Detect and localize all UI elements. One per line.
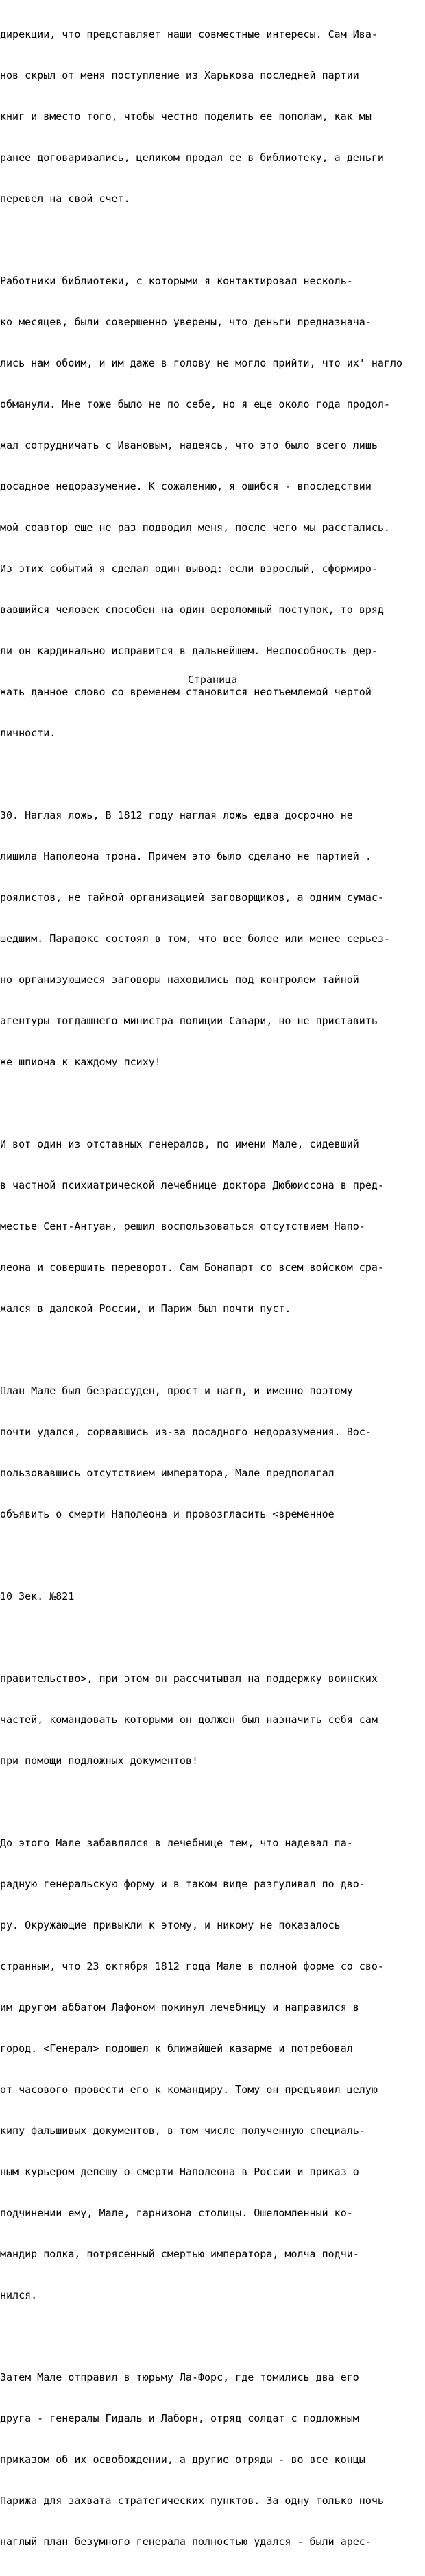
text-line: До этого Мале забавлялся в лечебнице тем, что надевал па-	[0, 1837, 353, 1849]
text-line: ли он кардинально исправится в дальнейшем. Неспособность дер-	[0, 645, 378, 657]
paragraph-gap	[0, 233, 425, 247]
text-line: город. <Генерал> подошел к ближайшей казарме и потребовал	[0, 2042, 353, 2055]
text-line: при помощи подложных документов!	[0, 1755, 198, 1767]
text-line: частей, командовать которыми он должен был назначить себя сам	[0, 1713, 378, 1726]
paragraph-gap	[0, 767, 425, 781]
text-line: им другом аббатом Лафоном покинул лечебницу и направился в	[0, 2001, 359, 2014]
text-line: жался в далекой России, и Париж был почти пуст.	[0, 1302, 291, 1315]
text-line: же шпиона к каждому психу!	[0, 1056, 161, 1068]
text-line: подчинении ему, Мале, гарнизона столицы. Ошеломленный ко-	[0, 2207, 353, 2219]
text-line: ранее договаривались, целиком продал ее в библиотеку, а деньги	[0, 151, 384, 164]
text-line: Затем Мале отправил в тюрьму Ла-Форс, где томились два его	[0, 2371, 359, 2383]
paragraph-6	[0, 1644, 425, 1795]
text-line: в частной психиатрической лечебнице доктора Дюбюиссона в пред-	[0, 1179, 384, 1191]
paragraph-4	[0, 1110, 425, 1343]
text-line: от часового провести его к командиру. Тому он предъявил целую	[0, 2083, 378, 2096]
text-line: Работники библиотеки, с которыми я контактировал несколь-	[0, 275, 353, 287]
text-line: почти удался, сорвавшись из-за досадного недоразумения. Вос-	[0, 1426, 372, 1438]
paragraph-gap	[0, 2329, 425, 2343]
text-line: нов скрыл от меня поступление из Харькова последней партии	[0, 69, 359, 82]
paragraph-gap	[0, 1096, 425, 1110]
text-line: друга - генералы Гидаль и Лаборн, отряд солдат с подложным	[0, 2412, 359, 2425]
text-line: личности.	[0, 727, 56, 739]
text-line: лишила Наполеона трона. Причем это было сделано не партией .	[0, 850, 372, 863]
paragraph-5	[0, 1357, 425, 1548]
text-line: радную генеральскую форму и в таком виде разгуливал по дво-	[0, 1878, 365, 1890]
paragraph-1	[0, 0, 425, 233]
text-line: странным, что 23 октября 1812 года Мале в полной форме со сво-	[0, 1960, 384, 1972]
text-line: агентуры тогдашнего министра полиции Савари, но не приставить	[0, 1015, 378, 1027]
text-line: обманули. Мне тоже было не по себе, но я еще около года продол-	[0, 398, 390, 410]
text-line: местье Сент-Антуан, решил воспользоваться отсутствием Напо-	[0, 1220, 365, 1233]
page-footer-label: Страница	[187, 673, 238, 686]
text-line: План Мале был безрассуден, прост и нагл, и именно поэтому	[0, 1385, 353, 1397]
text-line: ным курьером депешу о смерти Наполеона в России и приказ о	[0, 2166, 359, 2178]
page-signature	[0, 1562, 425, 1631]
text-line: наглый план безумного генерала полностью удался - были арес-	[0, 2536, 372, 2548]
text-line: жать данное слово со временем становится неотъемлемой чертой	[0, 686, 372, 698]
text-line: ко месяцев, были совершенно уверены, что деньги предназнача-	[0, 316, 372, 328]
text-line: Из этих событий я сделал один вывод: если взрослый, сформиро-	[0, 562, 378, 575]
text-line: мандир полка, потрясенный смертью императора, молча подчи-	[0, 2248, 359, 2260]
text-line: роялистов, не тайной организацией заговорщиков, а одним сумас-	[0, 891, 384, 904]
text-line: пользовавшись отсутствием императора, Мале предполагал	[0, 1467, 335, 1479]
text-line: кипу фальшивых документов, в том числе полученную специаль-	[0, 2125, 365, 2137]
text-line: нился.	[0, 2289, 38, 2301]
paragraph-7	[0, 1809, 425, 2329]
text-line: Парижа для захвата стратегических пунктов. За одну только ночь	[0, 2494, 384, 2507]
text-line: правительство>, при этом он рассчитывал на поддержку воинских	[0, 1672, 378, 1685]
paragraph-gap	[0, 1795, 425, 1809]
signature-line: 10 Зек. №821	[0, 1590, 75, 1602]
paragraph-gap	[0, 1548, 425, 1562]
text-line: дирекции, что представляет наши совместные интересы. Сам Ива-	[0, 28, 378, 40]
text-line: но организующиеся заговоры находились под контролем тайной	[0, 974, 359, 986]
text-line: перевел на свой счет.	[0, 193, 130, 205]
paragraph-8	[0, 2343, 425, 2576]
text-line: шедшим. Парадокс состоял в том, что все более или менее серьез-	[0, 932, 390, 945]
text-line: 30. Наглая ложь, В 1812 году наглая ложь едва досрочно не	[0, 809, 353, 821]
text-line: книг и вместо того, чтобы честно поделить ее пополам, как мы	[0, 110, 372, 123]
text-line: объявить о смерти Наполеона и провозгласить <временное	[0, 1508, 335, 1520]
paragraph-3	[0, 781, 425, 1096]
paragraph-gap	[0, 1631, 425, 1644]
text-line: вавшийся человек способен на один вероломный поступок, то вряд	[0, 604, 384, 616]
text-line: жал сотрудничать с Ивановым, надеясь, что это было всего лишь	[0, 439, 378, 451]
text-line: лись нам обоим, и им даже в голову не могло прийти, что их' нагло	[0, 357, 402, 369]
paragraph-gap	[0, 1343, 425, 1357]
paragraph-2	[0, 247, 425, 767]
text-line: И вот один из отставных генералов, по имени Мале, сидевший	[0, 1138, 359, 1150]
text-line: приказом об их освобождении, а другие отряды - во все концы	[0, 2453, 365, 2466]
text-line: ру. Окружающие привыкли к этому, и никому не показалось	[0, 1919, 341, 1931]
text-line: леона и совершить переворот. Сам Бонапарт со всем войском сра-	[0, 1261, 384, 1274]
text-line: досадное недоразумение. К сожалению, я ошибся - впоследствии	[0, 480, 372, 493]
text-line: мой соавтор еще не раз подводил меня, после чего мы расстались.	[0, 521, 390, 534]
